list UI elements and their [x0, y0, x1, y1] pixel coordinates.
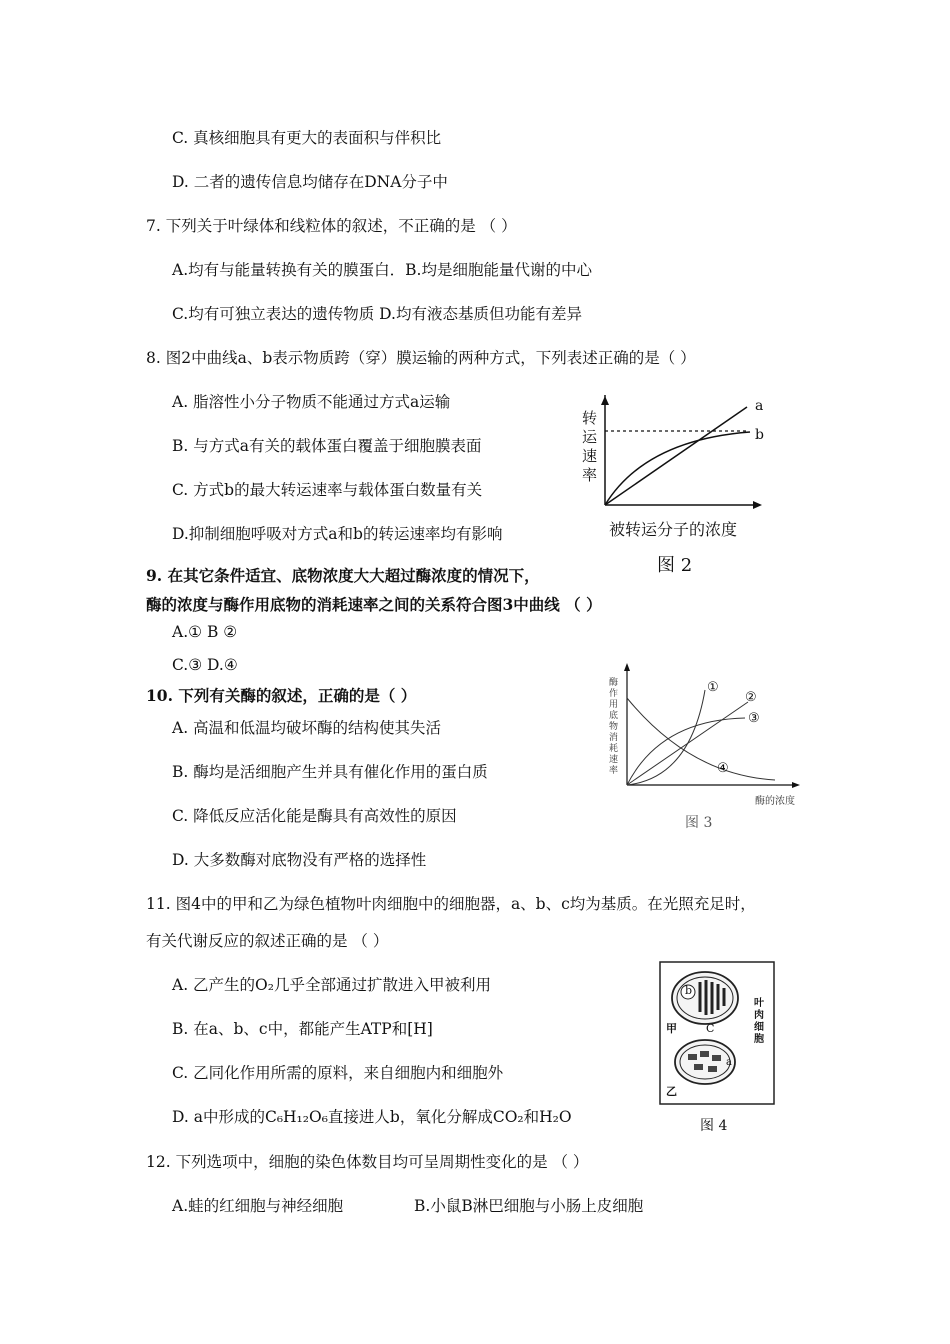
- q10-option-a: A. 高温和低温均破坏酶的结构使其失活: [172, 719, 442, 737]
- fig2-caption: 图 2: [657, 555, 693, 576]
- q11-option-b: B. 在a、b、c中，都能产生ATP和[H]: [172, 1020, 433, 1038]
- q11-option-a: A. 乙产生的O₂几乎全部通过扩散进入甲被利用: [172, 976, 491, 994]
- fig4-side-label: 叶 肉 细 胞: [754, 998, 764, 1045]
- label-a: a: [726, 1057, 732, 1068]
- q6-option-c: C. 真核细胞具有更大的表面积与伴积比: [172, 129, 442, 147]
- figure-2: [575, 395, 775, 580]
- fig3-caption: 图 3: [685, 815, 713, 831]
- fig4-caption: 图 4: [700, 1118, 728, 1134]
- curve-1-label: ①: [707, 680, 719, 695]
- curve-a-label: a: [755, 398, 764, 414]
- q9-stem-line1: 9. 在其它条件适宜、底物浓度大大超过酶浓度的情况下，: [146, 566, 540, 585]
- fig3-x-axis-label: 酶的浓度: [755, 796, 795, 807]
- q10-option-d: D. 大多数酶对底物没有严格的选择性: [172, 851, 427, 869]
- q10-stem: 10. 下列有关酶的叙述，正确的是（ ）: [146, 686, 417, 705]
- q9-options-cd: C.③ D.④: [172, 656, 238, 674]
- q6-option-d: D. 二者的遗传信息均储存在DNA分子中: [172, 173, 448, 191]
- q9-options-ab: A.① B ②: [172, 623, 238, 641]
- fig2-x-axis-label: 被转运分子的浓度: [609, 520, 738, 539]
- q9-stem-line2: 酶的浓度与酶作用底物的消耗速率之间的关系符合图3中曲线 （ ）: [146, 595, 602, 614]
- curve-4-label: ④: [717, 761, 729, 776]
- q8-option-c: C. 方式b的最大转运速率与载体蛋白数量有关: [172, 481, 483, 499]
- q7-stem: 7. 下列关于叶绿体和线粒体的叙述，不正确的是 （ ）: [146, 217, 517, 235]
- label-jia: 甲: [666, 1022, 677, 1035]
- q7-options-ab: A.均有与能量转换有关的膜蛋白．B.均是细胞能量代谢的中心: [172, 261, 592, 279]
- curve-b: [605, 432, 750, 505]
- label-b: b: [685, 984, 693, 997]
- fig2-y-axis-label: 转 运 速 率: [582, 409, 598, 484]
- q11-option-c: C. 乙同化作用所需的原料，来自细胞内和细胞外: [172, 1064, 504, 1082]
- q8-stem: 8. 图2中曲线a、b表示物质跨（穿）膜运输的两种方式，下列表述正确的是（ ）: [146, 349, 696, 367]
- curve-b-label: b: [755, 427, 764, 443]
- q12-option-a: A.蛙的红细胞与神经细胞: [172, 1197, 344, 1215]
- curve-2: [627, 702, 748, 785]
- label-yi: 乙: [666, 1085, 677, 1098]
- label-c: C: [706, 1022, 715, 1035]
- curve-a: [605, 407, 747, 505]
- q8-option-a: A. 脂溶性小分子物质不能通过方式a运输: [172, 393, 451, 411]
- q8-option-b: B. 与方式a有关的载体蛋白覆盖于细胞膜表面: [172, 437, 482, 455]
- curve-2-label: ②: [745, 690, 757, 705]
- figure-4: [658, 960, 778, 1140]
- q12-stem: 12. 下列选项中，细胞的染色体数目均可呈周期性变化的是 （ ）: [146, 1153, 589, 1171]
- q12-option-b: B.小鼠B淋巴细胞与小肠上皮细胞: [414, 1197, 644, 1215]
- q10-option-c: C. 降低反应活化能是酶具有高效性的原因: [172, 807, 457, 825]
- q11-option-d: D. a中形成的C₆H₁₂O₆直接进人b，氧化分解成CO₂和H₂O: [172, 1108, 572, 1126]
- figure-3: [605, 660, 805, 835]
- q10-option-b: B. 酶均是活细胞产生并具有催化作用的蛋白质: [172, 763, 488, 781]
- curve-3-label: ③: [748, 711, 760, 726]
- q11-stem-line1: 11. 图4中的甲和乙为绿色植物叶肉细胞中的细胞器，a、b、c均为基质。在光照充足时，: [146, 895, 756, 913]
- q8-option-d: D.抑制细胞呼吸对方式a和b的转运速率均有影响: [172, 525, 503, 543]
- q11-stem-line2: 有关代谢反应的叙述正确的是 （ ）: [146, 932, 389, 950]
- fig3-y-axis-label: 酶 作 用 底 物 消 耗 速 率: [609, 678, 619, 776]
- q7-options-cd: C.均有可独立表达的遗传物质 D.均有液态基质但功能有差异: [172, 305, 582, 323]
